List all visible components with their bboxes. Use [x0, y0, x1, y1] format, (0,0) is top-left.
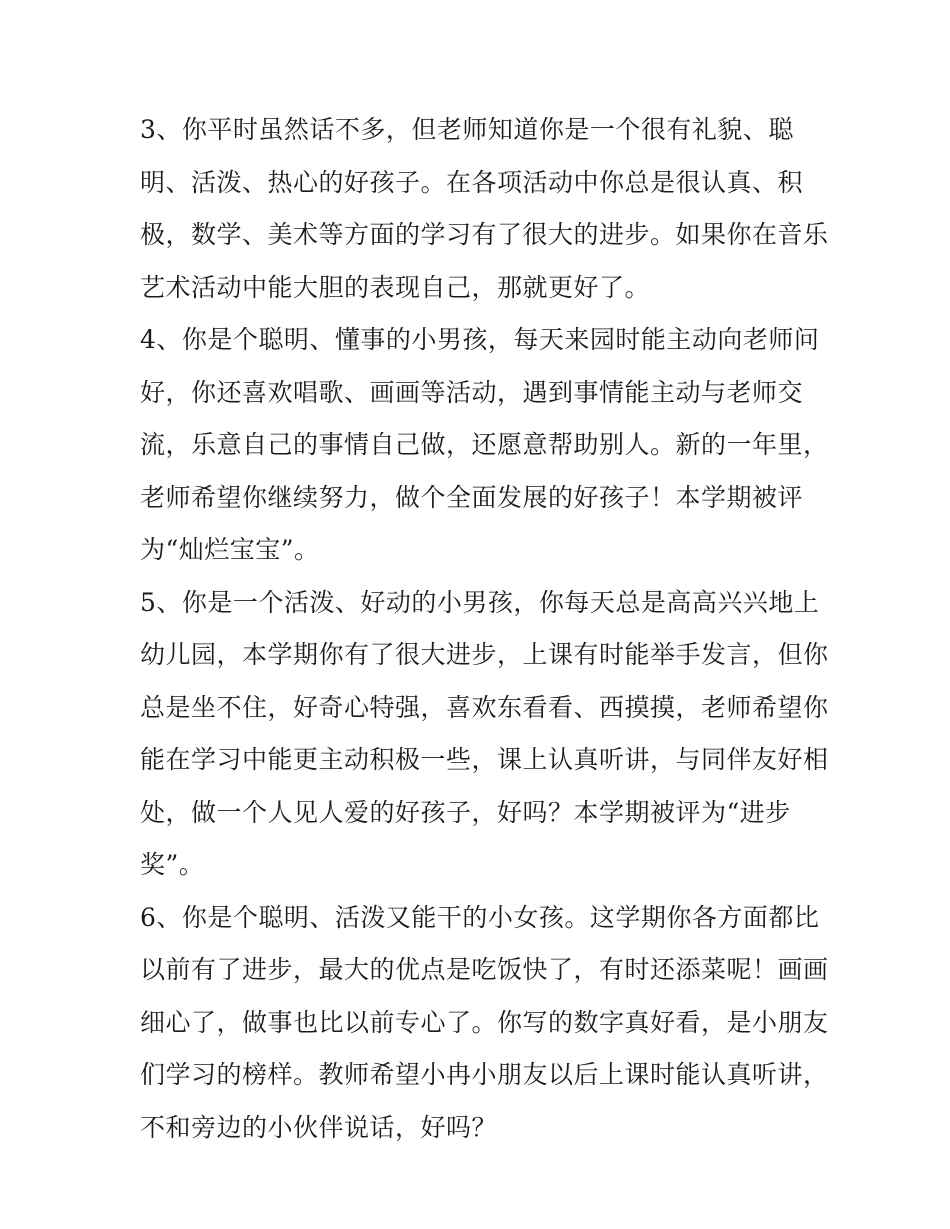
text-line: 不和旁边的小伙伴说话，好吗？ — [140, 1112, 498, 1142]
text-line: 好，你还喜欢唱歌、画画等活动，遇到事情能主动与老师交 — [140, 377, 804, 407]
text-line: 极，数学、美术等方面的学习有了很大的进步。如果你在音乐 — [140, 220, 829, 249]
text-line: 为“灿烂宝宝”。 — [140, 535, 320, 564]
document-body — [140, 110, 829, 1160]
text-line: 以前有了进步，最大的优点是吃饭快了，有时还添菜呢！画画 — [140, 955, 829, 984]
text-line: 细心了，做事也比以前专心了。你写的数字真好看，是小朋友 — [140, 1007, 829, 1037]
text-line: 奖”。 — [140, 850, 205, 879]
text-line: 幼儿园，本学期你有了很大进步，上课有时能举手发言，但你 — [140, 640, 829, 669]
text-line: 总是坐不住，好奇心特强，喜欢东看看、西摸摸，老师希望你 — [140, 692, 829, 722]
text-line: 6、你是个聪明、活泼又能干的小女孩。这学期你各方面都比 — [140, 902, 820, 932]
text-line: 流，乐意自己的事情自己做，还愿意帮助别人。新的一年里， — [140, 430, 829, 459]
text-line: 能在学习中能更主动积极一些，课上认真听讲，与同伴友好相 — [140, 745, 829, 774]
text-line: 老师希望你继续努力，做个全面发展的好孩子！本学期被评 — [140, 482, 804, 512]
text-line: 们学习的榜样。教师希望小冉小朋友以后上课时能认真听讲， — [140, 1060, 829, 1089]
text-line: 艺术活动中能大胆的表现自己，那就更好了。 — [140, 272, 651, 302]
text-line: 4、你是个聪明、懂事的小男孩，每天来园时能主动向老师问 — [140, 325, 820, 354]
text-line: 5、你是一个活泼、好动的小男孩，你每天总是高高兴兴地上 — [140, 587, 820, 617]
text-line: 3、你平时虽然话不多，但老师知道你是一个很有礼貌、聪 — [140, 115, 794, 144]
text-line: 处，做一个人见人爱的好孩子，好吗？本学期被评为“进步 — [140, 797, 791, 827]
text-line: 明、活泼、热心的好孩子。在各项活动中你总是很认真、积 — [140, 167, 804, 197]
